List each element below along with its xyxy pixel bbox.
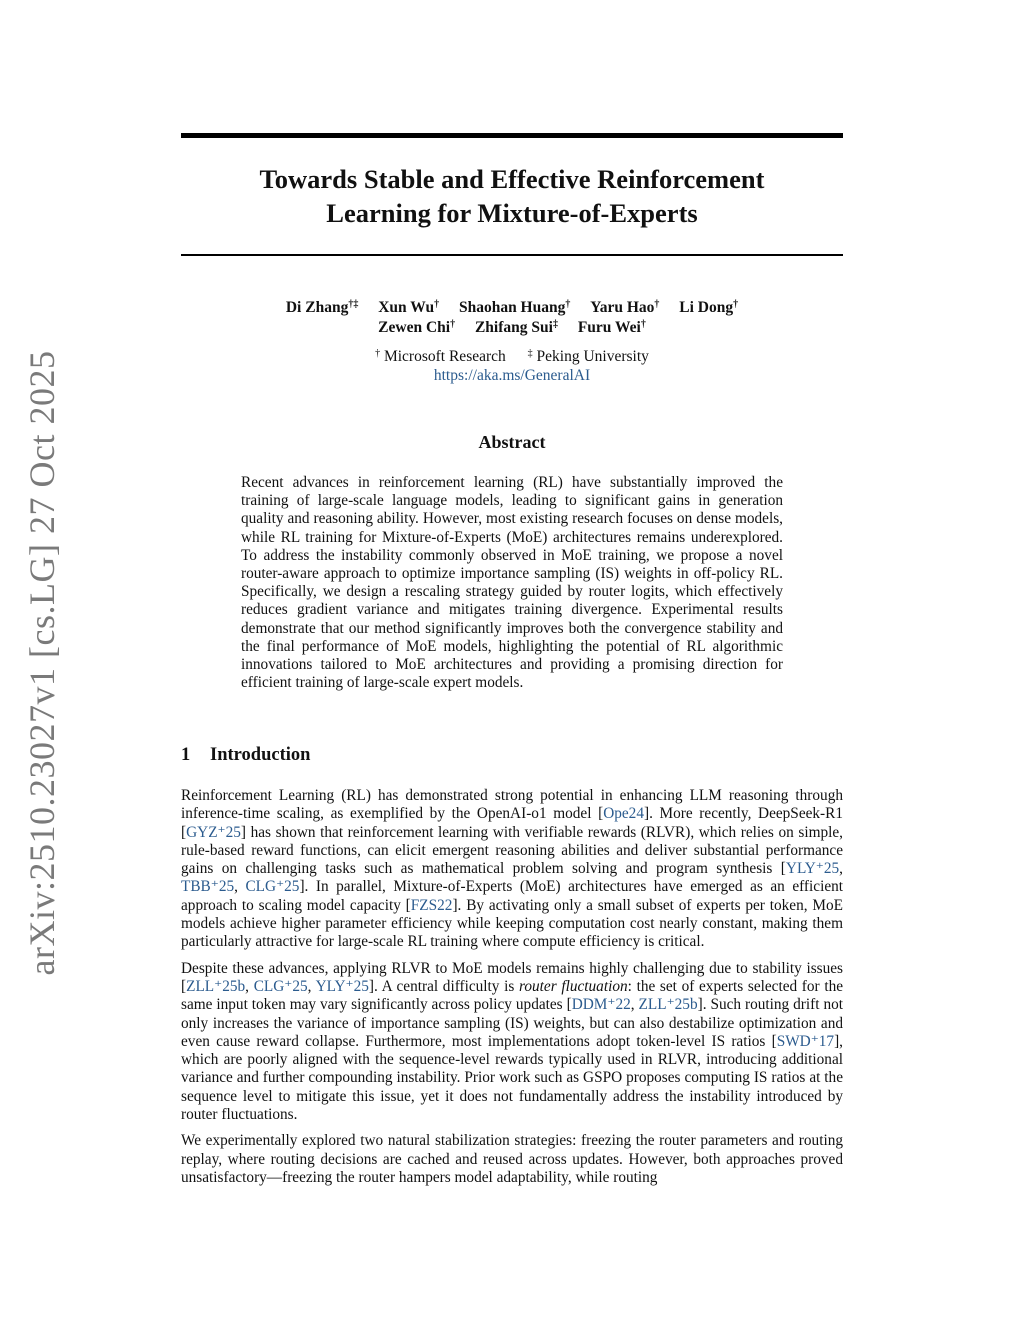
text-run: ]. Such routing drift not only increases the variance of importance sampling (IS) weights, but can also destabilize optimization and even cause reward collapse. Furthermore, most implementations adopt token-level IS ratios [ — [181, 996, 843, 1050]
author-yaru-hao — [590, 299, 659, 316]
text-run: ], which are poorly aligned with the sequence-level rewards typically used in RLVR, introducing additional variance and further compounding instability. Prior work such as GSPO proposes computing IS ratios at the sequence level to mitigate this issue, yet it does not fundamentally address the instability introduced by router fluctuations. — [181, 1032, 843, 1124]
citation-link[interactable]: CLG⁺25 — [253, 977, 308, 995]
affiliation-mark: † — [640, 319, 646, 330]
affiliation-peking — [528, 348, 649, 365]
text-run: , — [234, 878, 246, 896]
paper-title — [181, 162, 843, 230]
affiliation-mark: †‡ — [348, 299, 359, 310]
citation-link[interactable]: CLG⁺25 — [245, 878, 300, 896]
citation-link[interactable]: TBB⁺25 — [181, 878, 235, 896]
citation-link[interactable]: SWD⁺17 — [776, 1032, 835, 1050]
emphasis-term: router fluctuation — [519, 977, 628, 995]
author-di-zhang — [286, 299, 358, 316]
paragraph-2 — [181, 960, 843, 1125]
affiliation-mark: ‡ — [552, 319, 558, 330]
affiliations — [181, 347, 843, 385]
affiliation-mark: ‡ — [527, 348, 533, 359]
paragraph-1 — [181, 787, 843, 952]
author-name: Di Zhang — [285, 299, 349, 316]
text-run: , — [630, 996, 639, 1014]
text-run: Reinforcement Learning (RL) has demonstrated strong potential in enhancing LLM reasoning through inference-time scaling, as exemplified by the OpenAI-o1 model [ — [181, 787, 843, 823]
author-name: Furu Wei — [577, 319, 641, 336]
title-top-rule — [181, 133, 843, 138]
author-name: Zhifang Sui — [474, 319, 553, 336]
section-heading-introduction — [181, 745, 310, 766]
affiliation-mark: † — [375, 348, 381, 359]
paragraph-3: We experimentally explored two natural stabilization strategies: freezing the router parameters and routing replay, where routing decisions are cached and reused across updates. However, both approaches proved unsatisfactory—freezing the router hampers model adaptability, while routing — [181, 1132, 843, 1186]
author-furu-wei — [578, 319, 646, 336]
affiliation-line — [181, 347, 843, 366]
citation-link[interactable]: Ope24 — [603, 805, 644, 823]
author-list — [181, 298, 843, 338]
arxiv-identifier-stamp: arXiv:2510.23027v1 [cs.LG] 27 Oct 2025 — [22, 350, 62, 976]
title-line-2: Learning for Mixture-of-Experts — [326, 198, 698, 228]
project-url-link[interactable]: https://aka.ms/GeneralAI — [433, 367, 591, 384]
citation-link[interactable]: YLY⁺25 — [315, 977, 369, 995]
citation-link[interactable]: ZLL⁺25b — [638, 996, 698, 1014]
citation-link[interactable]: DDM⁺22 — [571, 996, 631, 1014]
section-number: 1 — [181, 745, 191, 765]
citation-link[interactable]: FZS22 — [410, 896, 453, 914]
text-run: ]. In parallel, Mixture-of-Experts (MoE) architectures have emerged as an efficient approach to scaling model capacity [ — [181, 878, 844, 914]
text-run: , — [839, 860, 843, 878]
text-run: : the set of experts selected for the same input token may vary significantly across policy updates [ — [181, 977, 844, 1014]
affiliation-name: Peking University — [536, 348, 649, 365]
author-zewen-chi — [378, 319, 455, 336]
introduction-body — [181, 787, 843, 1195]
author-name: Li Dong — [679, 299, 734, 316]
text-run: Despite these advances, applying RLVR to MoE models remains highly challenging due to stability issues [ — [181, 959, 843, 995]
author-name: Yaru Hao — [590, 299, 655, 316]
text-run: ]. More recently, DeepSeek-R1 [ — [181, 805, 843, 841]
author-xun-wu — [378, 299, 439, 316]
citation-link[interactable]: GYZ⁺25 — [186, 823, 241, 841]
author-zhifang-sui — [475, 319, 558, 336]
text-run: ]. A central difficulty is — [368, 977, 519, 995]
text-run: , — [307, 977, 316, 995]
title-line-1: Towards Stable and Effective Reinforcement — [259, 164, 765, 194]
author-li-dong — [679, 299, 738, 316]
author-shaohan-huang — [459, 299, 570, 316]
author-name: Xun Wu — [378, 299, 435, 316]
author-line-2 — [181, 318, 843, 338]
affiliation-mark: † — [434, 299, 440, 310]
affiliation-mark: † — [450, 319, 456, 330]
author-name: Shaohan Huang — [458, 299, 566, 316]
affiliation-name: Microsoft Research — [383, 348, 506, 365]
text-run: , — [245, 977, 254, 995]
section-title: Introduction — [210, 745, 311, 765]
text-run: ]. By activating only a small subset of experts per token, MoE models achieve higher parameter efficiency while keeping computation cost nearly constant, making them particularly attractive for large-scale RL training where compute efficiency is critical. — [181, 896, 843, 951]
citation-link[interactable]: YLY⁺25 — [785, 860, 840, 878]
author-name: Zewen Chi — [378, 319, 451, 336]
text-run: ] has shown that reinforcement learning with verifiable rewards (RLVR), which relies on simple, rule-based reward functions, can elicit emergent reasoning abilities and deliver substantial performance gains on challenging tasks such as mathematical problem solving and program synthesis [ — [181, 823, 843, 878]
title-bottom-rule — [181, 254, 843, 256]
affiliation-mark: † — [733, 299, 739, 310]
abstract-text: Recent advances in reinforcement learning (RL) have substantially improved the training of large-scale language models, leading to significant gains in generation quality and reasoning ability. However, most existing research focuses on dense models, while RL training for Mixture-of-Experts (MoE) architectures remains underexplored. To address the instability commonly observed in MoE training, we propose a novel router-aware approach to optimize importance sampling (IS) weights in off-policy RL. Specifically, we design a rescaling strategy guided by router logits, which effectively reduces gradient variance and mitigates training divergence. Experimental results demonstrate that our method significantly improves both the convergence stability and the final performance of MoE models, highlighting the potential of RL algorithmic innovations tailored to MoE architectures and providing a promising direction for efficient training of large-scale expert models. — [241, 474, 783, 692]
author-line-1 — [181, 298, 843, 318]
affiliation-mark: † — [565, 299, 571, 310]
affiliation-mark: † — [654, 299, 660, 310]
affiliation-microsoft — [375, 348, 506, 365]
abstract-heading: Abstract — [478, 432, 546, 452]
citation-link[interactable]: ZLL⁺25b — [186, 977, 246, 995]
